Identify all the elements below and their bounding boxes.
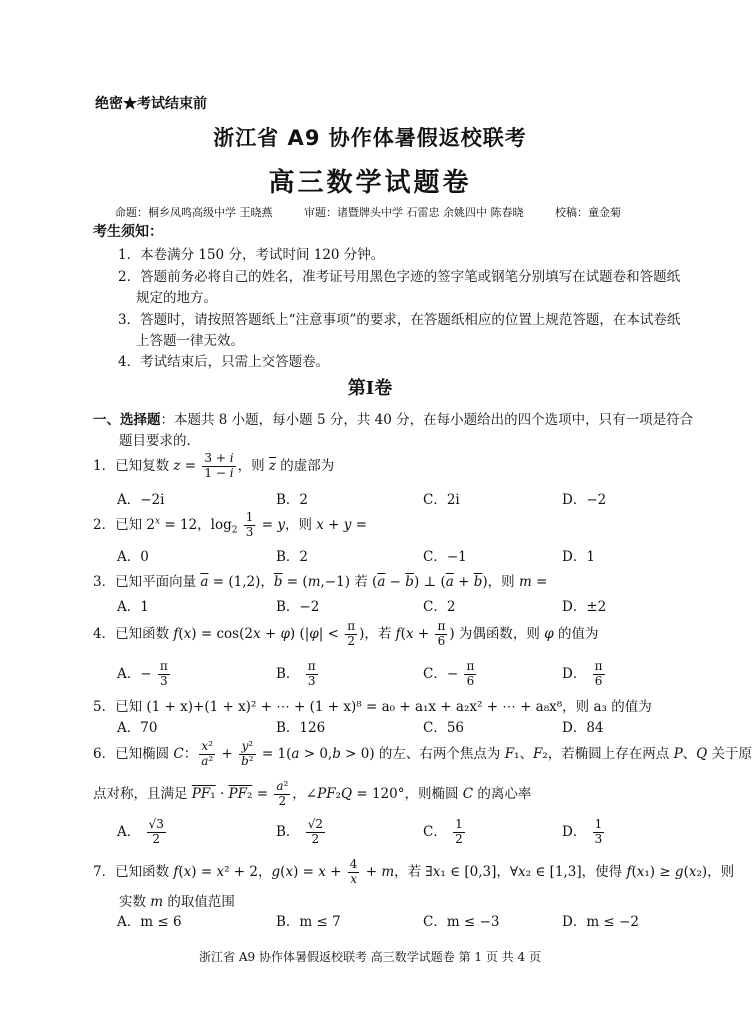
- q4-option-b: B． $\frac{\pi}{3}$: [276, 659, 316, 688]
- q6-option-a: A． $\frac{√3}{2}$: [117, 817, 164, 846]
- q7-option-d: D．m ≤ −2: [562, 914, 639, 930]
- question-2: 2．已知 $2^x = 12$，$\log_2$ $\frac{1}{3}$ = y，则 x + y =: [93, 510, 368, 539]
- q3-option-a: A．1: [117, 599, 149, 615]
- q7-option-a: A．m ≤ 6: [117, 914, 182, 930]
- notice-item-2: 2．答题前务必将自己的姓名，准考证号用黑色字迹的签字笔或钢笔分别填写在试题卷和答题纸: [118, 269, 681, 285]
- section-instructions: [93, 408, 693, 428]
- credits-line: [115, 204, 649, 220]
- q2-option-b: B．2: [276, 549, 309, 565]
- q2-option-a: A．0: [117, 549, 149, 565]
- section-label: 一、选择题: [93, 412, 161, 428]
- q6-option-b: B． $\frac{√2}{2}$: [276, 817, 323, 846]
- notice-item-3: 3．答题时，请按照答题纸上“注意事项”的要求，在答题纸相应的位置上规范答题，在本试卷纸: [118, 312, 681, 328]
- q4-option-c: C．− $\frac{\pi}{6}$: [423, 659, 475, 688]
- q5-option-c: C．56: [423, 720, 465, 736]
- q1-option-a: A．−2i: [117, 492, 165, 508]
- confidential-label: 绝密★考试结束前: [95, 96, 207, 112]
- section-text: ：本题共 8 小题，每小题 5 分，共 40 分，在每小题给出的四个选项中，只有一项是符合: [160, 412, 694, 428]
- q4-option-d: D． $\frac{\pi}{6}$: [562, 659, 603, 688]
- q1-option-d: D．−2: [562, 492, 607, 508]
- question-6-line2: 点对称，且满足 PF₁ · PF₂ = $\frac{\text{a²}}{2}$ ，∠PF₂Q = 120°，则椭圆 C 的离心率: [93, 779, 532, 808]
- q4-option-a: A．− $\frac{\pi}{3}$: [117, 659, 168, 688]
- question-1: 1．已知复数 z = $\frac{3 + i}{1 - i}$ ，则 $\overline{z}$ 的虚部为: [93, 451, 335, 480]
- credit-reviewer: 审题：诸暨牌头中学 石雷忠 余姚四中 陈春晓: [304, 206, 524, 219]
- question-3: 3．已知平面向量 $\overline{a} = (1,2)$，$\overline{b} = (m,-1)$ 若 $(\overline{a} - \overline{b})$ ⊥ $(\overline{a} + \overline{b})$，则 m =: [93, 574, 548, 590]
- q7-option-c: C．m ≤ −3: [423, 914, 500, 930]
- notice-item-1: 1．本卷满分 150 分，考试时间 120 分钟。: [118, 247, 385, 263]
- q5-option-d: D．84: [562, 720, 604, 736]
- part-title: 第Ⅰ卷: [347, 378, 393, 399]
- credit-author: 命题：桐乡凤鸣高级中学 王晓燕: [115, 206, 273, 219]
- q1-option-b: B．2: [276, 492, 309, 508]
- question-4: 4．已知函数 f(x) = cos(2x + φ) (|φ| < $\frac{\pi}{2}$ )，若 f(x + $\frac{\pi}{6}$ ) 为偶函数，则 φ 的值为: [93, 619, 599, 648]
- credit-proof: 校稿：童金菊: [555, 206, 621, 219]
- q2-option-d: D．1: [562, 549, 595, 565]
- notice-heading: 考生须知：: [93, 224, 163, 240]
- exam-title: 浙江省 A9 协作体暑假返校联考: [213, 126, 527, 150]
- question-7-line2: 实数 m 的取值范围: [119, 894, 235, 910]
- notice-item-4: 4．考试结束后，只需上交答题卷。: [118, 354, 330, 370]
- q3-option-d: D．±2: [562, 599, 607, 615]
- page-footer: 浙江省 A9 协作体暑假返校联考 高三数学试题卷 第 1 页 共 4 页: [199, 950, 541, 964]
- q2-option-c: C．−1: [423, 549, 467, 565]
- q3-option-c: C．2: [423, 599, 456, 615]
- exam-subtitle: 高三数学试题卷: [268, 168, 472, 198]
- q7-option-b: B．m ≤ 7: [276, 914, 341, 930]
- q5-option-b: B．126: [276, 720, 326, 736]
- notice-item-3-cont: 上答题一律无效。: [136, 333, 244, 349]
- q6-option-c: C． $\frac{1}{2}$: [423, 817, 463, 846]
- section-instructions-cont: 题目要求的.: [119, 433, 191, 449]
- q5-option-a: A．70: [117, 720, 158, 736]
- q6-option-d: D． $\frac{1}{3}$: [562, 817, 603, 846]
- q1-option-c: C．2i: [423, 492, 460, 508]
- q3-option-b: B．−2: [276, 599, 320, 615]
- question-5: 5．已知 (1 + x)+(1 + x)² + ⋯ + (1 + x)⁸ = a₀ + a₁x + a₂x² + ⋯ + a₈x⁸，则 a₃ 的值为: [93, 699, 652, 715]
- question-7-line1: 7．已知函数 f(x) = x² + 2，g(x) = x + $\frac{4}{x}$ + m，若 ∃x₁ ∈ [0,3]，∀x₂ ∈ [1,3]，使得 f(x₁) ≥ g(x₂)，则: [93, 857, 735, 886]
- notice-item-2-cont: 规定的地方。: [136, 290, 217, 306]
- question-6-line1: 6．已知椭圆 C： $\frac{\text{x²}}{\text{a²}}$ + $\frac{\text{y²}}{\text{b²}}$ = 1(a > 0,b > 0) 的左、右两个焦点为 F₁、F₂，若椭圆上存在两点 P、Q 关于原: [93, 739, 752, 768]
